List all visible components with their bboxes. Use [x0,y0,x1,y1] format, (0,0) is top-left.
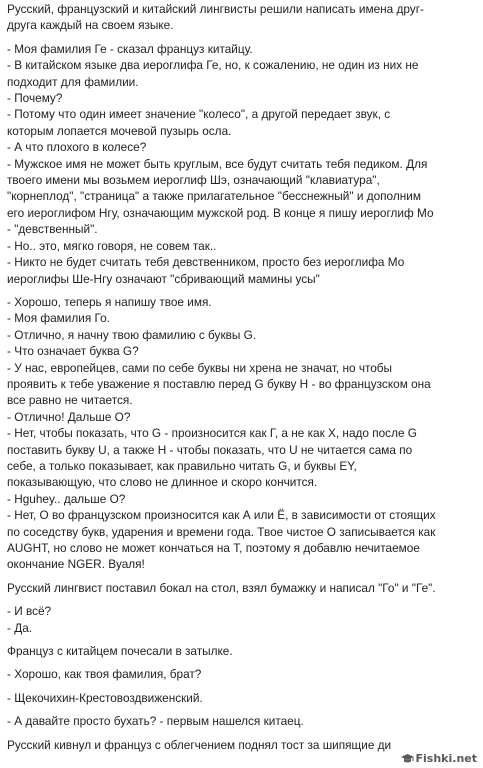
text-line: - Почему? [7,91,63,106]
text-line: - В китайском языке два иероглифа Ге, но, к сожалению, не один из них не [7,58,419,73]
text-line: "корнеплод", "страница" а также прилагательное "бесснежный" и дополним [7,189,421,204]
text-line: - Hguhey.. дальше О? [7,491,126,506]
text-line: - Хорошо, теперь я напишу твое имя. [7,294,212,309]
text-line: - И всё? [7,604,52,619]
text-line: твоего имени мы возьмем иероглиф Шэ, означающий "клавиатура", [7,173,380,188]
text-line: по соседству букв, ударения и времени года. Твое чистое О записывается как [7,524,436,539]
text-line: проявить к тебе уважение я поставлю перед G букву H - во французском она [7,376,431,391]
text-line: - А что плохого в колесе? [7,140,147,155]
text-line: - Моя фамилия Го. [7,311,110,326]
watermark-text: Fishki.net [415,752,477,765]
text-line: - Никто не будет считать тебя девственником, просто без иероглифа Мо [7,255,405,270]
text-line: показывающую, что слово не длинное и скоро кончится. [7,475,318,490]
text-line: Русский кивнул и француз с облегчением поднял тост за шипящие ди [7,737,392,752]
text-line: - А давайте просто бухать? - первым нашелся китаец. [7,714,304,729]
dialogue-paragraph [7,666,477,682]
text-line: - Отлично, я начну твою фамилию с буквы G. [7,327,257,342]
dialogue-paragraph [7,603,477,636]
text-line: - Да. [7,620,33,635]
text-line: - Мужское имя не может быть круглым, все будут считать тебя педиком. Для [7,156,428,171]
text-line: - Отлично! Дальше О? [7,409,131,424]
text-line: окончание NGER. Вуаля! [7,557,145,572]
text-line: - "девственный". [7,222,98,237]
dialogue-paragraph [7,41,477,287]
graduation-cap-icon [401,754,414,764]
text-line: которым лопается мочевой пузырь осла. [7,123,232,138]
text-line: поставить букву U, а также Н - чтобы показать, что U не читается сама по [7,442,413,457]
text-line: - Нет, О во французском произносится как А или Ё, в зависимости от стоящих [7,508,436,523]
text-line: - Но.. это, мягко говоря, не совем так.. [7,238,217,253]
text-line: - У нас, европейцев, сами по себе буквы ни хрена не значат, но чтобы [7,360,393,375]
text-line: его иероглифом Нгу, означающим мужской род. В конце я пишу иероглиф Мо [7,205,434,220]
story-text [7,1,477,753]
text-line: Русский лингвист поставил бокал на стол, взял бумажку и написал "Го" и "Ге". [7,580,436,595]
text-line: - Хорошо, как твоя фамилия, брат? [7,667,202,682]
dialogue-paragraph [7,713,477,729]
text-line: - Потому что один имеет значение "колесо", а другой передает звук, с [7,107,391,122]
dialogue-paragraph [7,690,477,706]
narration-paragraph [7,643,477,659]
text-line: AUGHT, но слово не может кончаться на Т, поэтому я добавлю нечитаемое [7,541,420,555]
text-line: подходит для фамилии. [7,74,139,89]
text-line: себе, а только показывает, как правильно читать G, и буквы EY, [7,458,357,473]
text-line: Француз с китайцем почесали в затылке. [7,644,233,659]
text-line: - Нет, чтобы показать, что G - произносится как Г, а не как Х, надо после G [7,426,417,441]
intro-paragraph [7,1,477,34]
text-line: - Что означает буква G? [7,344,139,359]
text-line: - Моя фамилия Ге - сказал француз китайцу. [7,41,253,56]
text-line: Русский, французский и китайский лингвисты решили написать имена друг- [7,2,424,16]
text-line: - Щекочихин-Крестовоздвиженский. [7,690,203,705]
dialogue-paragraph [7,294,477,573]
text-line: друга каждый на своем языке. [7,18,174,33]
text-line: иероглифы Ше-Нгу означают "сбривающий мамины усы" [7,271,320,286]
narration-paragraph [7,580,477,596]
text-line: все равно не читается. [7,393,133,408]
watermark [397,751,481,766]
